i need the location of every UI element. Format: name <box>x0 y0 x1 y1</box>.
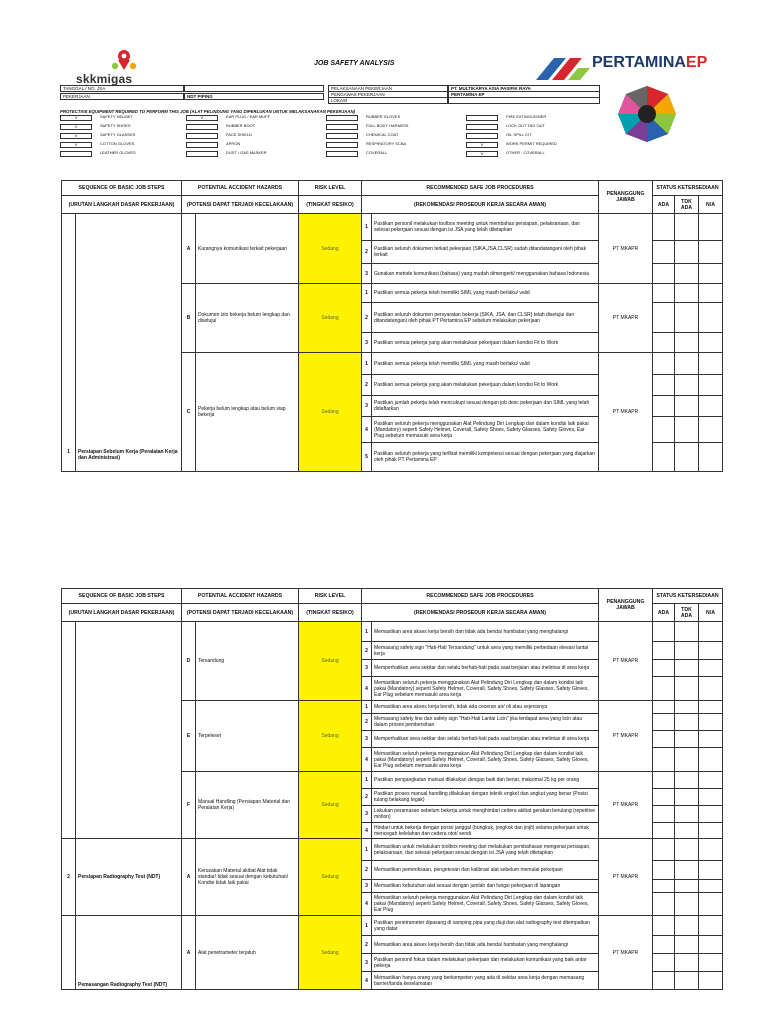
hazard-text: Kerusakan Material akibat Alat tidak standar/ tidak sesuai dengan kebutuhan/ Kondisi tidak laik pakai <box>196 839 299 916</box>
step-number-empty <box>62 622 76 839</box>
procedure-text: Pastikan seluruh dokumen persyaratan bekerja (SIKA, JSA, dan CLSR) telah disetujui dan ditandatangani oleh pihak PT Pertamina EP sebelum melakukan pekerjaan <box>372 303 599 333</box>
col-procedures-subheader: (REKOMENDASI PROSEDUR KERJA SECARA AMAN) <box>362 604 599 622</box>
ppe-label: COVERALL <box>366 150 388 155</box>
procedure-text: Pastikan seluruh dokumen terkait pekerjaan (SIKA,JSA,CLSR) sudah ditandatangani oleh pihak terkait <box>372 241 599 264</box>
status-ada-cell[interactable] <box>653 936 675 954</box>
ppe-checkbox[interactable] <box>326 151 358 157</box>
status-na-cell[interactable] <box>699 861 723 880</box>
ppe-checkbox[interactable] <box>326 115 358 121</box>
jsa-table-1 <box>61 180 723 472</box>
status-ada-cell[interactable] <box>653 861 675 880</box>
col-status-na: N/A <box>699 196 723 214</box>
procedure-text: Lakukan peramasan sebelum bekerja untuk menghindari cedera akibat gerakan berulang (repetitive motion) <box>372 806 599 823</box>
status-tdk-ada-cell[interactable] <box>675 214 699 241</box>
procedure-number: 1 <box>362 916 372 936</box>
status-na-cell[interactable] <box>699 731 723 748</box>
procedure-number: 2 <box>362 789 372 806</box>
procedure-text: Pastikan semua pekerja telah memiliki SIML yang masih berlaku/ valid <box>372 284 599 303</box>
status-na-cell[interactable] <box>699 417 723 443</box>
ppe-checkbox[interactable]: V <box>60 115 92 121</box>
procedure-text: Gunakan metode komunikasi (bahasa) yang mudah dimengerti/ menggunakan bahasa Indonesia <box>372 264 599 284</box>
status-tdk-ada-cell[interactable] <box>675 284 699 303</box>
status-tdk-ada-cell[interactable] <box>675 303 699 333</box>
procedure-number: 1 <box>362 839 372 861</box>
status-ada-cell[interactable] <box>653 677 675 701</box>
step-number-empty <box>62 916 76 990</box>
status-na-cell[interactable] <box>699 660 723 677</box>
status-tdk-ada-cell[interactable] <box>675 748 699 772</box>
ppe-label: APRON <box>226 141 241 146</box>
status-na-cell[interactable] <box>699 714 723 731</box>
document-header <box>56 40 716 172</box>
info-date-label: TANGGAL / NO. JSA <box>60 85 184 92</box>
status-tdk-ada-cell[interactable] <box>675 772 699 789</box>
ppe-label: OTHER : COVERALL <box>506 150 545 155</box>
status-tdk-ada-cell[interactable] <box>675 353 699 375</box>
pic-cell: PT MKAPR <box>599 772 653 839</box>
status-na-cell[interactable] <box>699 954 723 972</box>
hazard-letter: A <box>182 214 196 284</box>
status-na-cell[interactable] <box>699 677 723 701</box>
procedure-text: Memastikan area akses kerja bersih dan tidak ada benda/ hambatan yang menghalangi <box>372 936 599 954</box>
status-na-cell[interactable] <box>699 622 723 642</box>
info-date-value <box>184 85 324 92</box>
col-steps-header: SEQUENCE OF BASIC JOB STEPS <box>62 589 182 604</box>
ppe-checkbox[interactable] <box>326 142 358 148</box>
ppe-label: COTTON GLOVES <box>100 141 135 146</box>
risk-level: Sedang <box>299 214 362 284</box>
pic-cell: PT MKAPR <box>599 214 653 284</box>
procedure-number: 1 <box>362 284 372 303</box>
status-ada-cell[interactable] <box>653 443 675 472</box>
hazard-letter: D <box>182 622 196 701</box>
status-tdk-ada-cell[interactable] <box>675 731 699 748</box>
procedure-text: Memperhatikan area sekitar dan selalu berhati-hati pada saat berjalan atau melintas di area kerja <box>372 660 599 677</box>
status-ada-cell[interactable] <box>653 375 675 396</box>
status-tdk-ada-cell[interactable] <box>675 954 699 972</box>
procedure-text: Pastikan semua pekerja yang akan melakukan pekerjaan dalam kondisi Fit to Work <box>372 333 599 353</box>
procedure-text: Pastikan semua pekerja telah memiliki SIML yang masih berlaku/ valid <box>372 353 599 375</box>
status-na-cell[interactable] <box>699 916 723 936</box>
status-ada-cell[interactable] <box>653 333 675 353</box>
ppe-label: SAFETY SHOES <box>100 123 131 128</box>
status-na-cell[interactable] <box>699 823 723 839</box>
hazard-letter: A <box>182 916 196 990</box>
ppe-checkbox[interactable]: V <box>466 142 498 148</box>
col-risk-header: RISK LEVEL <box>299 589 362 604</box>
pic-cell: PT MKAPR <box>599 701 653 772</box>
status-tdk-ada-cell[interactable] <box>675 264 699 284</box>
ppe-label: WORK PERMIT REQUIRED <box>506 141 557 146</box>
procedure-text: Pastikan proses manual handling dilakukan dengan teknik engkel dan angkut yang benar (Posisi tulang belakang tegak) <box>372 789 599 806</box>
status-tdk-ada-cell[interactable] <box>675 396 699 417</box>
page-1 <box>0 0 768 500</box>
procedure-text: Memasang safety line dan safety sign "Hati-Hati Lantai Licin" jika terdapat area yang licin atau dalam proses pembersihan <box>372 714 599 731</box>
col-status-na: N/A <box>699 604 723 622</box>
col-risk-subheader: (TINGKAT RESIKO) <box>299 604 362 622</box>
ppe-checkbox[interactable] <box>186 133 218 139</box>
procedure-text: Memastikan seluruh pekerja menggunakan Alat Pelindung Diri Lengkap dan dalam kondisi laik pakai (Mandatory) seperti Safety Helmet, Coverall, Safety Shoes, Safety Glasses, Safety Gloves, Ear Plug <box>372 893 599 916</box>
step-label: Persiapan Radiography Test (NDT) <box>76 839 182 916</box>
status-ada-cell[interactable] <box>653 789 675 806</box>
status-na-cell[interactable] <box>699 936 723 954</box>
procedure-number: 4 <box>362 677 372 701</box>
hazard-letter: E <box>182 701 196 772</box>
ppe-checkbox[interactable]: V <box>60 133 92 139</box>
hazard-letter: C <box>182 353 196 472</box>
col-procedures-header: RECOMMENDED SAFE JOB PROCEDURES <box>362 181 599 196</box>
status-ada-cell[interactable] <box>653 417 675 443</box>
procedure-number: 3 <box>362 660 372 677</box>
table-row <box>62 622 723 642</box>
ppe-checkbox[interactable]: V <box>60 124 92 130</box>
status-ada-cell[interactable] <box>653 264 675 284</box>
pic-cell: PT MKAPR <box>599 284 653 353</box>
procedure-number: 1 <box>362 701 372 714</box>
status-ada-cell[interactable] <box>653 660 675 677</box>
jsa-table-2 <box>61 588 723 990</box>
status-na-cell[interactable] <box>699 303 723 333</box>
procedure-text: Pastikan personil melakukan toolbox meeting untuk membahas persiapan, pelaksanaan, dan selesai pekerjaan sesuai dengan isi JSA yang telah ditetapkan <box>372 214 599 241</box>
col-risk-header: RISK LEVEL <box>299 181 362 196</box>
ppe-label: FACE SHIELD <box>226 132 253 137</box>
procedure-number: 5 <box>362 443 372 472</box>
procedure-text: Memastikan area akses kerja bersih, tidak ada ceceran air/ oli atau sejenisnya <box>372 701 599 714</box>
hazard-text: Pekerja belum lengkap atau belum siap bekerja <box>196 353 299 472</box>
status-na-cell[interactable] <box>699 214 723 241</box>
info-job-label: PEKERJAAN <box>60 93 184 100</box>
risk-level: Sedang <box>299 353 362 472</box>
procedure-text: Pastikan jumlah pekerja telah mencukupi sesuai dengan job desc pekerjaan dan SIML yang telah didaftarkan <box>372 396 599 417</box>
step-number: 2 <box>62 839 76 916</box>
ppe-label: LOCK OUT TAG OUT <box>506 123 545 128</box>
status-na-cell[interactable] <box>699 443 723 472</box>
col-hazards-header: POTENTIAL ACCIDENT HAZARDS <box>182 589 299 604</box>
status-ada-cell[interactable] <box>653 396 675 417</box>
procedure-number: 3 <box>362 396 372 417</box>
hazard-text: Kurangnya komunikasi terkait pekerjaan <box>196 214 299 284</box>
ppe-label: FIRE EXTINGUISHER <box>506 114 547 119</box>
status-tdk-ada-cell[interactable] <box>675 893 699 916</box>
procedure-number: 4 <box>362 893 372 916</box>
procedure-text: Pastikan personil fokus dalam melakukan pekerjaan dan melakukan komunikasi yang baik antar pekerja <box>372 954 599 972</box>
ppe-label: CHEMICAL COAT <box>366 132 399 137</box>
hazard-text: Alat penetrameter terjatuh <box>196 916 299 990</box>
procedure-text: Pastikan penetrameter dipasang di samping pipa yang diuji dan alat radiography test ditempatkan yang datar <box>372 916 599 936</box>
procedure-text: Memastikan untuk melakukan toolbox meeting dan melakukan pembahasan mengenai persiapan, pelaksanaan, dan selesai pekerjaan sesuai dengan isi JSA yang telah ditetapkan <box>372 839 599 861</box>
status-ada-cell[interactable] <box>653 916 675 936</box>
procedure-number: 4 <box>362 748 372 772</box>
status-ada-cell[interactable] <box>653 642 675 660</box>
status-tdk-ada-cell[interactable] <box>675 443 699 472</box>
ppe-label: OIL SPILL KIT <box>506 132 532 137</box>
status-tdk-ada-cell[interactable] <box>675 622 699 642</box>
status-ada-cell[interactable] <box>653 839 675 861</box>
col-status-ada: ADA <box>653 196 675 214</box>
status-na-cell[interactable] <box>699 806 723 823</box>
risk-level: Sedang <box>299 622 362 701</box>
status-tdk-ada-cell[interactable] <box>675 880 699 893</box>
risk-level: Sedang <box>299 701 362 772</box>
info-executor-value: PT. MULTIKARYA ASIA PASIFIK RAYA <box>448 85 600 92</box>
hazard-letter: A <box>182 839 196 916</box>
ppe-checkbox[interactable]: V <box>186 115 218 121</box>
col-status-tdk-ada: TDK ADA <box>675 604 699 622</box>
status-ada-cell[interactable] <box>653 806 675 823</box>
risk-level: Sedang <box>299 772 362 839</box>
ppe-checkbox[interactable] <box>466 115 498 121</box>
hazard-text: Manual Handling (Persiapan Material dan Peralatan Kerja) <box>196 772 299 839</box>
status-ada-cell[interactable] <box>653 241 675 264</box>
status-tdk-ada-cell[interactable] <box>675 916 699 936</box>
risk-level: Sedang <box>299 839 362 916</box>
step-number: 1 <box>62 214 76 472</box>
pic-cell: PT MKAPR <box>599 622 653 701</box>
ppe-label: DUST / GAS MASKER <box>226 150 267 155</box>
risk-level: Sedang <box>299 916 362 990</box>
ppe-checkbox[interactable] <box>326 124 358 130</box>
status-na-cell[interactable] <box>699 880 723 893</box>
table-row <box>62 916 723 936</box>
procedure-number: 2 <box>362 714 372 731</box>
col-pic-header: PENANGGUNG JAWAB <box>599 589 653 622</box>
procedure-number: 1 <box>362 622 372 642</box>
status-ada-cell[interactable] <box>653 353 675 375</box>
ppe-checkbox[interactable] <box>186 142 218 148</box>
status-tdk-ada-cell[interactable] <box>675 972 699 990</box>
ppe-label: EAR PLUG / EAR MUFF <box>226 114 271 119</box>
procedure-number: 3 <box>362 954 372 972</box>
ppe-checkbox[interactable]: V <box>60 142 92 148</box>
status-ada-cell[interactable] <box>653 893 675 916</box>
ppe-checkbox[interactable] <box>326 133 358 139</box>
ppe-checkbox[interactable] <box>466 133 498 139</box>
status-na-cell[interactable] <box>699 839 723 861</box>
status-na-cell[interactable] <box>699 701 723 714</box>
table-row <box>62 214 723 241</box>
ppe-label: RUBBER GLOVES <box>366 114 401 119</box>
pic-cell: PT MKAPR <box>599 839 653 916</box>
col-hazards-subheader: (POTENSI DAPAT TERJADI KECELAKAAN) <box>182 604 299 622</box>
status-tdk-ada-cell[interactable] <box>675 333 699 353</box>
procedure-number: 3 <box>362 880 372 893</box>
status-tdk-ada-cell[interactable] <box>675 806 699 823</box>
procedure-text: Hindari untuk bekerja dengan posisi janggal (bungkuk, jongkok dan jinjit) selama pekerjaan untuk mencegah kelelahan dan cedera otot/ sendi <box>372 823 599 839</box>
ppe-checkbox[interactable] <box>466 124 498 130</box>
ppe-checkbox[interactable]: V <box>466 151 498 157</box>
col-status-header: STATUS KETERSEDIAAN <box>653 589 723 604</box>
ppe-checkbox[interactable] <box>186 124 218 130</box>
procedure-number: 3 <box>362 806 372 823</box>
status-na-cell[interactable] <box>699 284 723 303</box>
status-na-cell[interactable] <box>699 333 723 353</box>
brand-main: PERTAMINA <box>592 54 686 71</box>
procedure-number: 2 <box>362 936 372 954</box>
col-procedures-header: RECOMMENDED SAFE JOB PROCEDURES <box>362 589 599 604</box>
status-na-cell[interactable] <box>699 893 723 916</box>
status-na-cell[interactable] <box>699 642 723 660</box>
procedure-number: 2 <box>362 861 372 880</box>
status-ada-cell[interactable] <box>653 214 675 241</box>
status-tdk-ada-cell[interactable] <box>675 417 699 443</box>
status-ada-cell[interactable] <box>653 284 675 303</box>
hazard-text: Tersandung <box>196 622 299 701</box>
procedure-number: 3 <box>362 333 372 353</box>
info-supervisor-label: PENGAWAS PEKERJAAN <box>328 91 448 98</box>
status-tdk-ada-cell[interactable] <box>675 839 699 861</box>
col-status-ada: ADA <box>653 604 675 622</box>
procedure-text: Memperhatikan area sekitar dan selalu berhati-hati pada saat berjalan atau melintas di area kerja <box>372 731 599 748</box>
status-ada-cell[interactable] <box>653 701 675 714</box>
status-na-cell[interactable] <box>699 772 723 789</box>
status-tdk-ada-cell[interactable] <box>675 936 699 954</box>
procedure-number: 1 <box>362 353 372 375</box>
status-ada-cell[interactable] <box>653 972 675 990</box>
info-location-label: LOKASI <box>328 97 448 104</box>
step-label: Pemasangan Radiography Test (NDT) <box>76 916 182 990</box>
ppe-label: FULL BODY HARNESS <box>366 123 409 128</box>
pic-cell: PT MKAPR <box>599 916 653 990</box>
page-2 <box>0 500 768 1024</box>
procedure-text: Pastikan semua pekerja yang akan melakukan pekerjaan dalam kondisi Fit to Work <box>372 375 599 396</box>
procedure-number: 2 <box>362 241 372 264</box>
col-status-header: STATUS KETERSEDIAAN <box>653 181 723 196</box>
skkmigas-brand: skkmigas <box>76 72 133 86</box>
status-ada-cell[interactable] <box>653 772 675 789</box>
status-tdk-ada-cell[interactable] <box>675 701 699 714</box>
risk-level: Sedang <box>299 284 362 353</box>
pic-cell: PT MKAPR <box>599 353 653 472</box>
procedure-number: 4 <box>362 972 372 990</box>
status-ada-cell[interactable] <box>653 823 675 839</box>
step-label: Persiapan Sebelum Kerja (Peralatan Kerja dan Administrasi) <box>76 214 182 472</box>
status-na-cell[interactable] <box>699 264 723 284</box>
info-location-value <box>448 97 600 104</box>
ppe-label: RUBBER BOOT <box>226 123 256 128</box>
col-steps-header: SEQUENCE OF BASIC JOB STEPS <box>62 181 182 196</box>
info-job-value: NDT PIPING <box>184 93 324 100</box>
brand-suffix: EP <box>685 54 708 71</box>
procedure-text: Pastikan seluruh pekerja yang terlibat memiliki kompetensi sesuai dengan pekerjaan yang diajarkan oleh pihak PT Pertamina EP <box>372 443 599 472</box>
status-na-cell[interactable] <box>699 353 723 375</box>
procedure-text: Pastikan seluruh pekerja menggunakan Alat Pelindung Diri Lengkap dan dalam kondisi laik pakai (Mandatory) seperti Safety Helmet, Coverall, Safety Shoes, Safety Glasses, Safety Gloves, Ear Plug sebelum memasuki area kerja <box>372 417 599 443</box>
status-na-cell[interactable] <box>699 972 723 990</box>
pertamina-brand <box>592 54 707 72</box>
table-row <box>62 839 723 861</box>
procedure-number: 1 <box>362 214 372 241</box>
ppe-label: LEATHER GLOVES <box>100 150 136 155</box>
status-ada-cell[interactable] <box>653 622 675 642</box>
info-supervisor-value: PERTAMINA EP <box>448 91 600 98</box>
status-tdk-ada-cell[interactable] <box>675 375 699 396</box>
col-hazards-header: POTENTIAL ACCIDENT HAZARDS <box>182 181 299 196</box>
procedure-text: Pastikan pengangkatan manual dilakukan dengan baik dan benar, maksimal 25 kg per orang <box>372 772 599 789</box>
ppe-label: SAFETY HELMET <box>100 114 133 119</box>
col-risk-subheader: (TINGKAT RESIKO) <box>299 196 362 214</box>
hazard-letter: B <box>182 284 196 353</box>
safety-wheel-icon <box>616 84 678 144</box>
procedure-text: Memastikan kebutuhan alat sesuai dengan jumlah dan fungsi pekerjaan di lapangan <box>372 880 599 893</box>
page-title: JOB SAFETY ANALYSIS <box>314 60 395 67</box>
procedure-text: Memastikan hanya orang yang berkompeten yang ada di sekitar area kerja dengan memasang barrier/tanda keselamatan <box>372 972 599 990</box>
procedure-number: 4 <box>362 417 372 443</box>
status-tdk-ada-cell[interactable] <box>675 823 699 839</box>
procedure-number: 1 <box>362 772 372 789</box>
ppe-label: RESPIRATORY SCBA <box>366 141 407 146</box>
col-steps-subheader: (URUTAN LANGKAH DASAR PEKERJAAN) <box>62 604 182 622</box>
col-hazards-subheader: (POTENSI DAPAT TERJADI KECELAKAAN) <box>182 196 299 214</box>
ppe-label: SAFETY GLASSES <box>100 132 136 137</box>
procedure-number: 4 <box>362 823 372 839</box>
procedure-text: Memastikan pemeriksaan, pengetesan dan kalibrasi alat sebelum memulai pekerjaan <box>372 861 599 880</box>
procedure-number: 3 <box>362 731 372 748</box>
status-ada-cell[interactable] <box>653 731 675 748</box>
hazard-text: Terpeleset <box>196 701 299 772</box>
procedure-text: Memasang safety sign "Hati-Hati Tersandung" untuk area yang memiliki perbedaan elevasi lantai kerja <box>372 642 599 660</box>
procedure-text: Memastikan area akses kerja bersih dan tidak ada benda/ hambatan yang menghalangi <box>372 622 599 642</box>
status-tdk-ada-cell[interactable] <box>675 241 699 264</box>
col-status-tdk-ada: TDK ADA <box>675 196 699 214</box>
status-tdk-ada-cell[interactable] <box>675 677 699 701</box>
hazard-letter: F <box>182 772 196 839</box>
step-label-empty <box>76 622 182 839</box>
status-ada-cell[interactable] <box>653 748 675 772</box>
info-executor-label: PELAKSANAAN PEKERJAAN <box>328 85 448 92</box>
procedure-number: 2 <box>362 303 372 333</box>
procedure-number: 2 <box>362 375 372 396</box>
procedure-number: 3 <box>362 264 372 284</box>
ppe-checkbox[interactable] <box>60 151 92 157</box>
status-na-cell[interactable] <box>699 396 723 417</box>
status-ada-cell[interactable] <box>653 954 675 972</box>
status-na-cell[interactable] <box>699 789 723 806</box>
status-na-cell[interactable] <box>699 748 723 772</box>
col-procedures-subheader: (REKOMENDASI PROSEDUR KERJA SECARA AMAN) <box>362 196 599 214</box>
status-na-cell[interactable] <box>699 375 723 396</box>
col-pic-header: PENANGGUNG JAWAB <box>599 181 653 214</box>
status-ada-cell[interactable] <box>653 303 675 333</box>
status-tdk-ada-cell[interactable] <box>675 789 699 806</box>
status-na-cell[interactable] <box>699 241 723 264</box>
ppe-title: PROTECTIVE EQUIPMENT REQUIRED TO PERFORM THIS JOB (ALAT PELINDUNG YANG DIPERLUKAN UNTUK MELAKSANAKAN PEKERJAAN) <box>60 109 355 114</box>
status-tdk-ada-cell[interactable] <box>675 660 699 677</box>
procedure-number: 2 <box>362 642 372 660</box>
status-tdk-ada-cell[interactable] <box>675 861 699 880</box>
status-ada-cell[interactable] <box>653 714 675 731</box>
procedure-text: Memastikan seluruh pekerja menggunakan Alat Pelindung Diri Lengkap dan dalam kondisi laik pakai (Mandatory) seperti Safety Helmet, Coverall, Safety Shoes, Safety Glasses, Safety Gloves, Ear Plug sebelum memasuki area kerja <box>372 677 599 701</box>
hazard-text: Dokumen izin bekerja belum lengkap dan disetujui <box>196 284 299 353</box>
col-steps-subheader: (URUTAN LANGKAH DASAR PEKERJAAN) <box>62 196 182 214</box>
status-tdk-ada-cell[interactable] <box>675 642 699 660</box>
status-tdk-ada-cell[interactable] <box>675 714 699 731</box>
ppe-checkbox[interactable] <box>186 151 218 157</box>
status-ada-cell[interactable] <box>653 880 675 893</box>
procedure-text: Memastikan seluruh pekerja menggunakan Alat Pelindung Diri Lengkap dan dalam kondisi laik pakai (Mandatory) seperti Safety Helmet, Coverall, Safety Shoes, Safety Glasses, Safety Gloves, Ear Plug sebelum memasuki area kerja <box>372 748 599 772</box>
